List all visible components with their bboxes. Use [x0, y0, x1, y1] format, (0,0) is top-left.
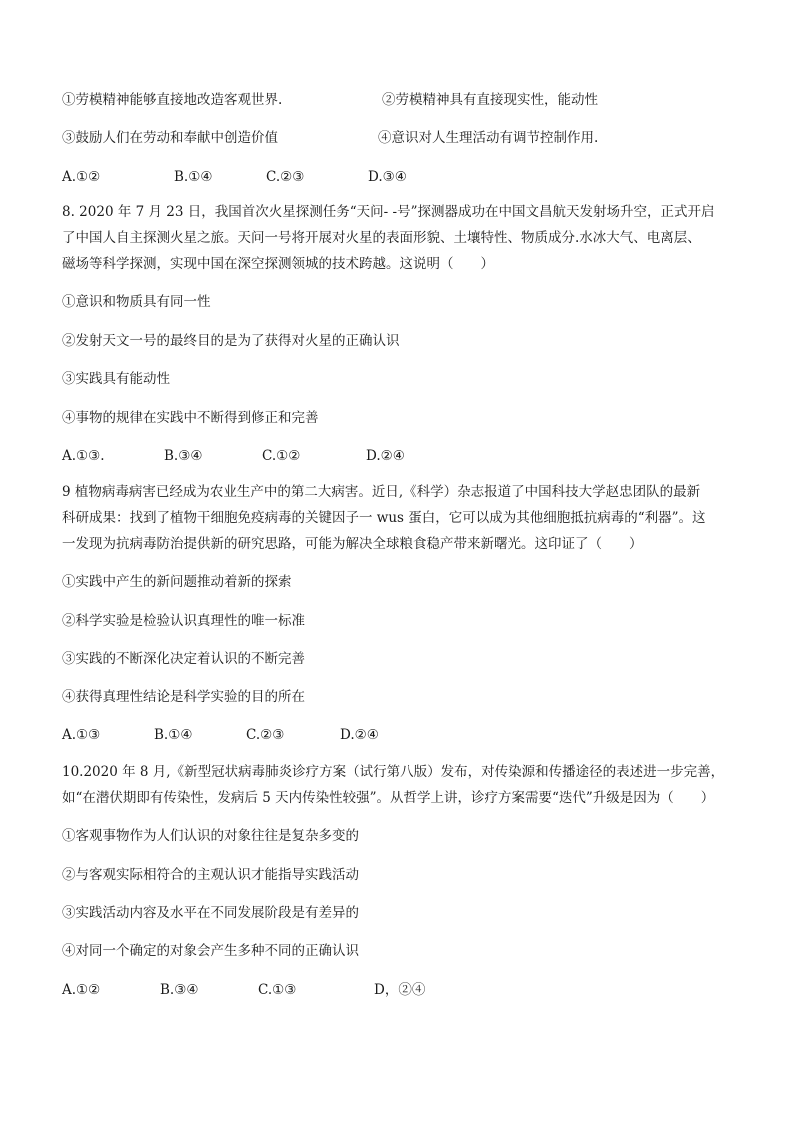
q9-stem-line-2: 科研成果：找到了植物干细胞免疫病毒的关键因子一 wus 蛋白，它可以成为其他细胞抵抗病毒的“利器”。这 [62, 510, 706, 526]
q8-statement-1: ①意识和物质具有同一性 [62, 294, 211, 310]
q7-option-a: A.①② [62, 169, 101, 185]
q10-stem-line-1: 10.2020 年 8 月,《新型冠状病毒肺炎诊疗方案（试行第八版）发布，对传染源和传播途径的表述进一步完善， [62, 764, 725, 780]
q9-statement-2: ②科学实验是检验认识真理性的唯一标准 [62, 613, 305, 629]
q8-stem-line-3: 磁场等科学探测，实现中国在深空探测领城的技术跨越。这说明（ ） [62, 256, 494, 272]
q8-option-c: C.①② [262, 448, 301, 464]
q8-option-d: D.②④ [366, 448, 405, 464]
q10-statement-1: ①客观事物作为人们认识的对象往往是复杂多变的 [62, 828, 359, 844]
q8-stem-line-2: 了中国人自主探测火星之旅。天问一号将开展对火星的表面形貌、土壤特性、物质成分.水冰大气、电离层、 [62, 230, 701, 246]
q7-statement-3: ③鼓励人们在劳动和奉献中创造价值 [62, 130, 278, 146]
q9-stem-line-1: 9 植物病毒病害已经成为农业生产中的第二大病害。近日,《科学）杂志报道了中国科技大学赵忠团队的最新 [62, 484, 701, 500]
q8-statement-3: ③实践具有能动性 [62, 371, 170, 387]
q9-statement-3: ③实践的不断深化决定着认识的不断完善 [62, 651, 305, 667]
q9-option-b: B.①④ [154, 727, 193, 743]
q10-option-a: A.①② [62, 982, 101, 998]
q10-stem-line-2: 如“在潜伏期即有传染性，发病后 5 天内传染性较强”。从哲学上讲，诊疗方案需要“迭代”升级是因为（ ） [62, 790, 715, 806]
q10-statement-2: ②与客观实际相符合的主观认识才能指导实践活动 [62, 867, 359, 883]
q7-statement-4: ④意识对人生理活动有调节控制作用. [378, 130, 599, 146]
q10-option-d: D，②④ [374, 982, 426, 998]
q7-statement-1: ①劳模精神能够直接地改造客观世界. [62, 92, 283, 108]
q9-option-a: A.①③ [62, 727, 101, 743]
q9-option-d: D.②④ [340, 727, 379, 743]
q9-statement-4: ④获得真理性结论是科学实验的目的所在 [62, 689, 305, 705]
q10-option-c: C.①③ [258, 982, 297, 998]
q8-stem-line-1: 8. 2020 年 7 月 23 日，我国首次火星探测任务“天问- -号”探测器成功在中国文昌航天发射场升空，正式开启 [62, 204, 715, 220]
q9-statement-1: ①实践中产生的新问题推动着新的探索 [62, 574, 292, 590]
q8-statement-2: ②发射天文一号的最终目的是为了获得对火星的正确认识 [62, 333, 400, 349]
q7-option-b: B.①④ [174, 169, 213, 185]
q8-option-b: B.③④ [164, 448, 203, 464]
q7-option-c: C.②③ [266, 169, 305, 185]
q8-statement-4: ④事物的规律在实践中不断得到修正和完善 [62, 410, 319, 426]
q10-statement-4: ④对同一个确定的对象会产生多种不同的正确认识 [62, 943, 359, 959]
q10-statement-3: ③实践活动内容及水平在不同发展阶段是有差异的 [62, 905, 359, 921]
q8-option-a: A.①③. [62, 448, 105, 464]
q7-statement-2: ②劳模精神具有直接现实性，能动性 [382, 92, 598, 108]
q9-option-c: C.②③ [246, 727, 285, 743]
q10-option-b: B.③④ [160, 982, 199, 998]
q7-option-d: D.③④ [368, 169, 407, 185]
q9-stem-line-3: 一发现为抗病毒防治提供新的研究思路，可能为解决全球粮食稳产带来新曙光。这印证了（ ） [62, 536, 643, 552]
